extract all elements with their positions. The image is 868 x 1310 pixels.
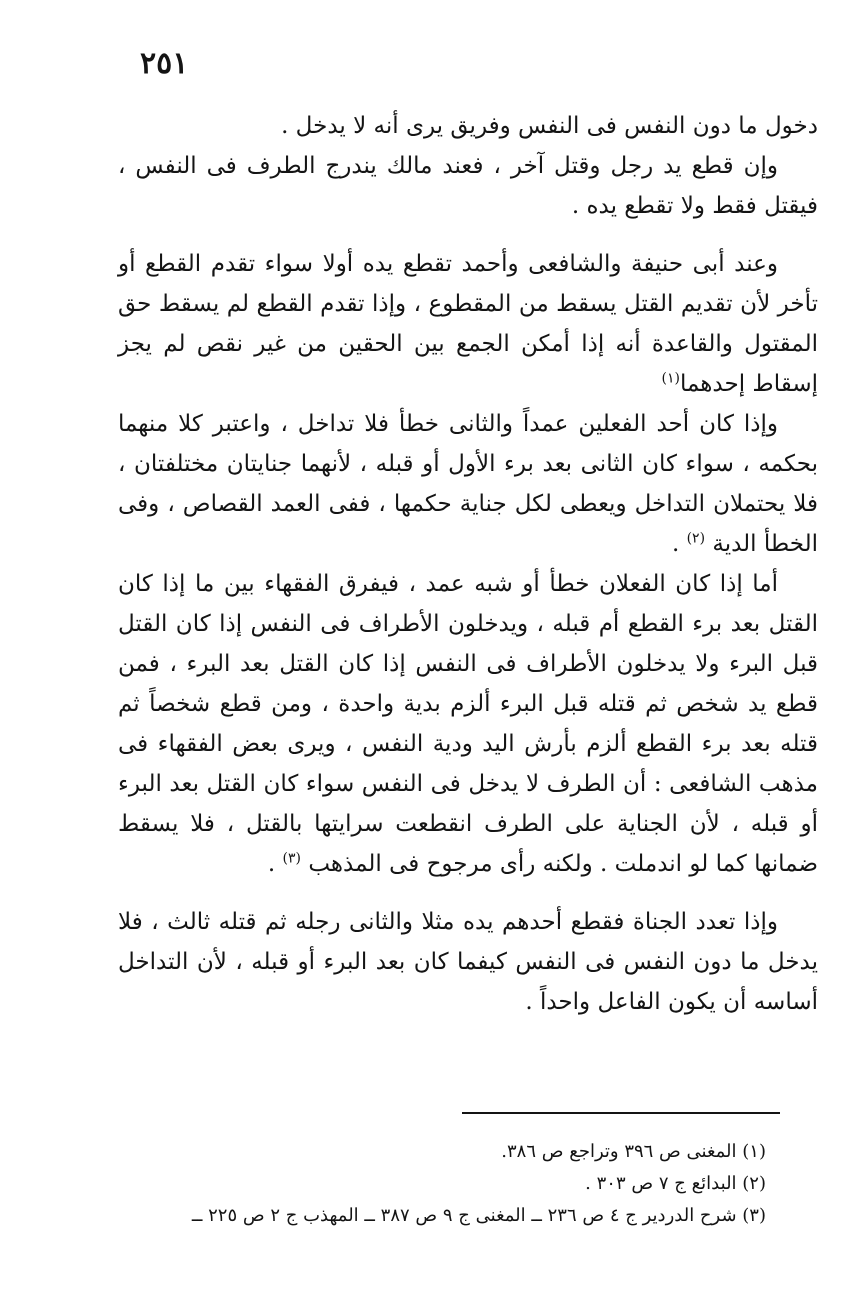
footnotes bbox=[118, 1136, 766, 1232]
paragraph bbox=[118, 244, 818, 404]
paragraph-text: وعند أبى حنيفة والشافعى وأحمد تقطع يده أولا سواء تقدم القطع أو تأخر لأن تقديم القتل يسقط من المقطوع ، وإذا تقدم القطع لم يسقط حق المقتول والقاعدة أنه إذا أمكن الجمع بين الحقين من غير نقص لم يجز إسقاط إحدهما bbox=[118, 251, 818, 397]
paragraph: وإذا تعدد الجناة فقطع أحدهم يده مثلا والثانى رجله ثم قتله ثالث ، فلا يدخل ما دون النفس فى النفس كيفما كان بعد البرء أو قبله ، لأن التداخل أساسه أن يكون الفاعل واحداً . bbox=[118, 909, 818, 1015]
paragraph bbox=[118, 564, 818, 884]
page-number: ٢٥١ bbox=[140, 46, 189, 81]
paragraph: وإن قطع يد رجل وقتل آخر ، فعند مالك يندرج الطرف فى النفس ، فيقتل فقط ولا تقطع يده . bbox=[118, 153, 818, 219]
footnote-divider bbox=[462, 1112, 780, 1114]
footnote: (٢) البدائع ج ٧ ص ٣٠٣ . bbox=[585, 1173, 766, 1194]
footnote-reference: (١) bbox=[661, 370, 680, 387]
footnote: (١) المغنى ص ٣٩٦ وتراجع ص ٣٨٦. bbox=[501, 1141, 766, 1162]
footnote-reference: (٢) bbox=[686, 530, 706, 547]
paragraph-text: أما إذا كان الفعلان خطأ أو شبه عمد ، فيفرق الفقهاء بين ما إذا كان القتل بعد برء القطع أم قبله ، ويدخلون الأطراف فى النفس إذا كان القتل قبل البرء ولا يدخلون الأطراف فى النفس إذا كان القتل بعد البرء ، فمن قطع يد شخص ثم قتله قبل البرء ألزم بدية واحدة ، ومن قطع شخصاً ثم قتله بعد برء القطع ألزم بأرش اليد ودية النفس ، ويرى بعض الفقهاء فى مذهب الشافعى : أن الطرف لا يدخل فى النفس سواء كان القتل بعد البرء أو قبله ، لأن الجناية على الطرف انقطعت سرايتها بالقتل ، فلا يسقط ضمانها كما لو اندملت . ولكنه رأى مرجوح فى المذهب bbox=[118, 571, 818, 877]
paragraph bbox=[118, 404, 818, 564]
footnote-reference: (٣) bbox=[282, 850, 301, 867]
main-text bbox=[118, 106, 818, 1022]
paragraph-tail: . bbox=[267, 851, 276, 877]
footnote: (٣) شرح الدردير ج ٤ ص ٢٣٦ ــ المغنى ج ٩ ص ٣٨٧ ــ المهذب ج ٢ ص ٢٢٥ ــ bbox=[191, 1205, 766, 1226]
paragraph-continuation: دخول ما دون النفس فى النفس وفريق يرى أنه لا يدخل . bbox=[281, 113, 818, 139]
paragraph-text: وإذا كان أحد الفعلين عمداً والثانى خطأ فلا تداخل ، واعتبر كلا منهما بحكمه ، سواء كان الثانى بعد برء الأول أو قبله ، لأنهما جنايتان مختلفتان ، فلا يحتملان التداخل ويعطى لكل جناية حكمها ، ففى العمد القصاص ، وفى الخطأ الدية bbox=[118, 411, 818, 557]
paragraph-tail: . bbox=[671, 531, 680, 557]
